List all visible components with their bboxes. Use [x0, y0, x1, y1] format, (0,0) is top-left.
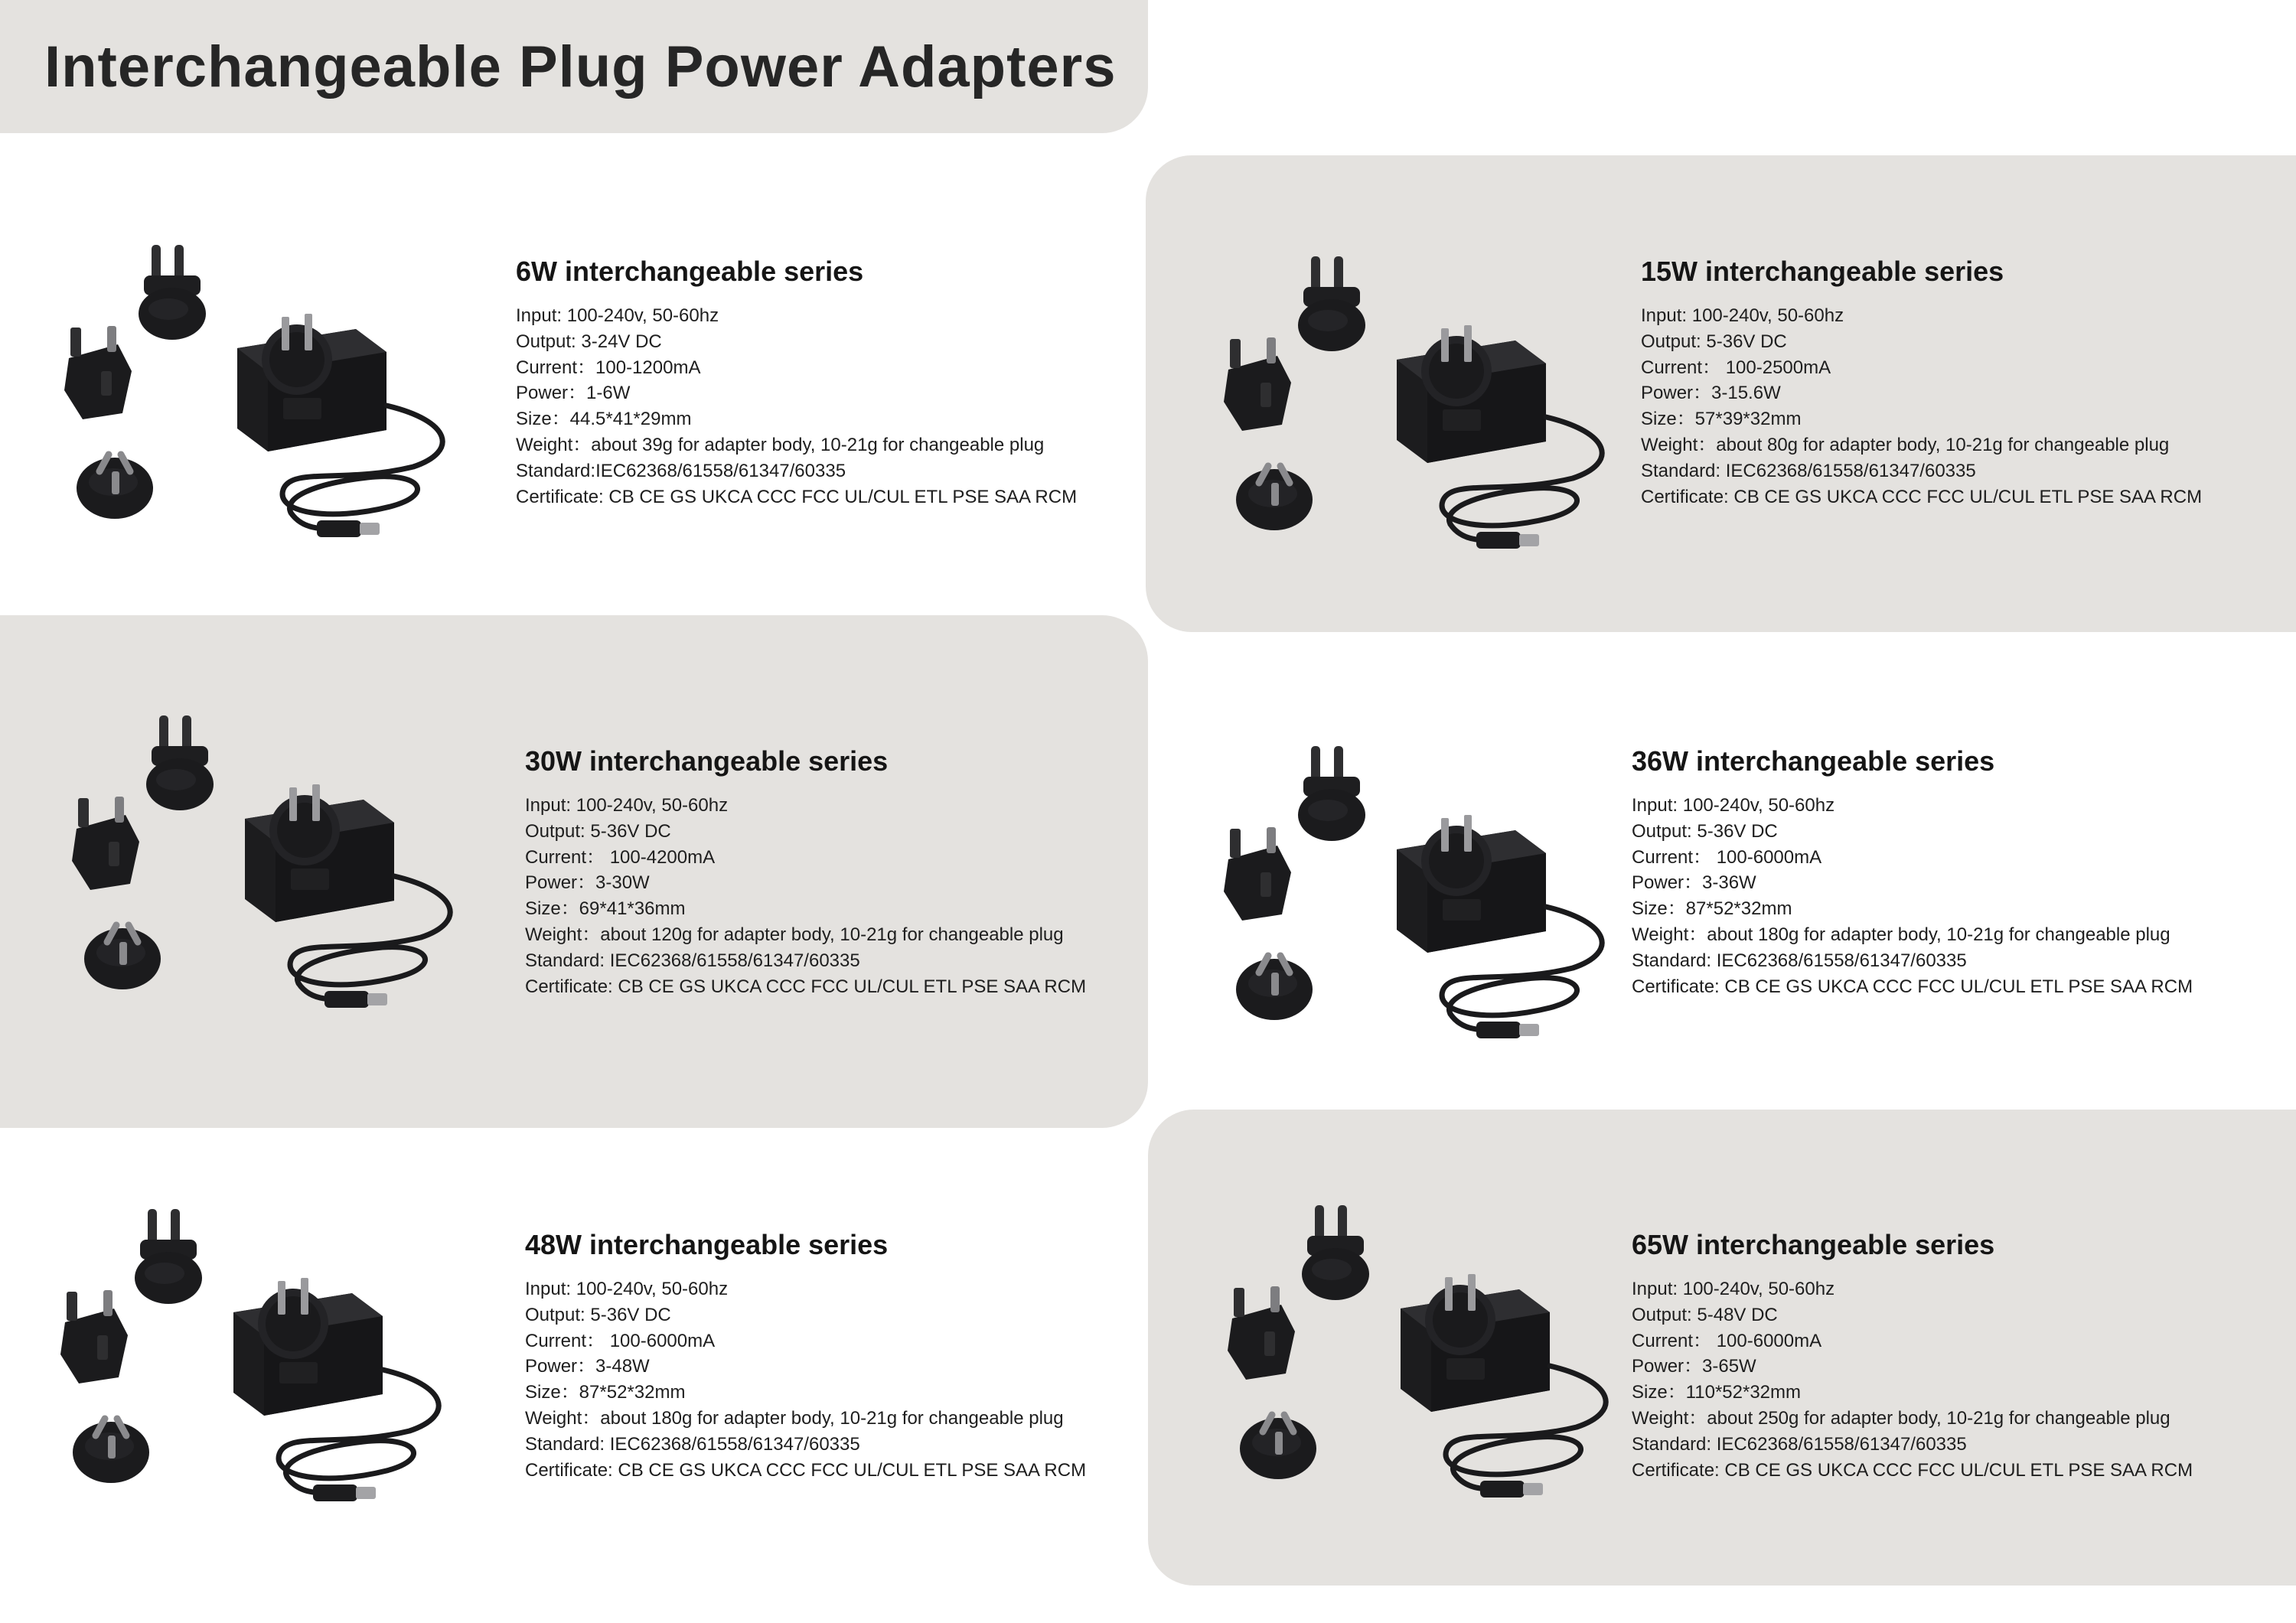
spec-current: Current：100-1200mA: [516, 357, 701, 378]
product-48w: [525, 1229, 1137, 1483]
spec-power: Power：3-36W: [1632, 872, 1756, 894]
spec-current: Current： 100-6000mA: [525, 1330, 716, 1351]
spec-certificate: Certificate: CB CE GS UKCA CCC FCC UL/CUL ETL PSE SAA RCM: [525, 1459, 1087, 1481]
spec-output: Output: 5-36V DC: [525, 1304, 671, 1325]
spec-standard: Standard: IEC62368/61558/61347/60335: [525, 950, 860, 971]
spec-input: Input: 100-240v, 50-60hz: [1632, 795, 1835, 816]
spec-current: Current： 100-2500mA: [1641, 357, 1831, 378]
series-title-65w: 65W interchangeable series: [1632, 1229, 1995, 1260]
spec-size: Size：87*52*32mm: [525, 1382, 686, 1403]
spec-weight: Weight：about 250g for adapter body, 10-21g for changeable plug: [1632, 1407, 2170, 1429]
spec-power: Power：3-30W: [525, 872, 650, 894]
spec-weight: Weight：about 80g for adapter body, 10-21g for changeable plug: [1641, 434, 2170, 455]
spec-certificate: Certificate: CB CE GS UKCA CCC FCC UL/CUL ETL PSE SAA RCM: [525, 976, 1087, 997]
spec-weight: Weight：about 39g for adapter body, 10-21g for changeable plug: [516, 434, 1045, 455]
spec-weight: Weight：about 180g for adapter body, 10-21g for changeable plug: [525, 1407, 1064, 1429]
adapter-65w-image: [1217, 1198, 1615, 1504]
spec-input: Input: 100-240v, 50-60hz: [1632, 1279, 1835, 1299]
adapter-6w-image: [54, 237, 452, 543]
spec-weight: Weight：about 120g for adapter body, 10-21g for changeable plug: [525, 924, 1064, 945]
spec-output: Output: 5-36V DC: [1632, 820, 1778, 842]
spec-power: Power：3-48W: [525, 1356, 650, 1377]
spec-certificate: Certificate: CB CE GS UKCA CCC FCC UL/CUL ETL PSE SAA RCM: [1641, 486, 2203, 507]
spec-power: Power：1-6W: [516, 383, 631, 404]
product-30w: [525, 745, 1137, 999]
spec-standard: Standard:IEC62368/61558/61347/60335: [516, 460, 846, 481]
spec-standard: Standard: IEC62368/61558/61347/60335: [1641, 460, 1976, 481]
product-6w: [516, 256, 1128, 510]
spec-standard: Standard: IEC62368/61558/61347/60335: [525, 1433, 860, 1455]
spec-power: Power：3-15.6W: [1641, 383, 1781, 404]
spec-size: Size：110*52*32mm: [1632, 1382, 1802, 1403]
spec-standard: Standard: IEC62368/61558/61347/60335: [1632, 1433, 1967, 1455]
spec-input: Input: 100-240v, 50-60hz: [525, 1279, 729, 1299]
spec-input: Input: 100-240v, 50-60hz: [516, 305, 719, 326]
spec-size: Size：87*52*32mm: [1632, 898, 1792, 920]
series-title-15w: 15W interchangeable series: [1641, 256, 2004, 287]
spec-input: Input: 100-240v, 50-60hz: [525, 795, 729, 816]
spec-size: Size：44.5*41*29mm: [516, 409, 692, 430]
series-title-36w: 36W interchangeable series: [1632, 745, 1995, 777]
spec-output: Output: 5-36V DC: [1641, 331, 1787, 352]
spec-size: Size：69*41*36mm: [525, 898, 686, 920]
spec-standard: Standard: IEC62368/61558/61347/60335: [1632, 950, 1967, 971]
spec-output: Output: 5-48V DC: [1632, 1304, 1778, 1325]
spec-certificate: Certificate: CB CE GS UKCA CCC FCC UL/CUL ETL PSE SAA RCM: [516, 486, 1078, 507]
adapter-30w-image: [61, 708, 459, 1014]
spec-current: Current： 100-6000mA: [1632, 846, 1822, 868]
page-title: Interchangeable Plug Power Adapters: [44, 34, 1117, 99]
spec-current: Current： 100-6000mA: [1632, 1330, 1822, 1351]
spec-output: Output: 3-24V DC: [516, 331, 662, 352]
series-title-6w: 6W interchangeable series: [516, 256, 864, 287]
spec-weight: Weight：about 180g for adapter body, 10-21g for changeable plug: [1632, 924, 2170, 945]
series-title-30w: 30W interchangeable series: [525, 745, 889, 777]
spec-size: Size：57*39*32mm: [1641, 409, 1802, 430]
product-36w: [1632, 745, 2244, 999]
adapter-48w-image: [50, 1201, 448, 1507]
spec-power: Power：3-65W: [1632, 1356, 1756, 1377]
spec-output: Output: 5-36V DC: [525, 820, 671, 842]
series-title-48w: 48W interchangeable series: [525, 1229, 889, 1260]
spec-input: Input: 100-240v, 50-60hz: [1641, 305, 1844, 326]
spec-certificate: Certificate: CB CE GS UKCA CCC FCC UL/CUL ETL PSE SAA RCM: [1632, 1459, 2193, 1481]
product-65w: [1632, 1229, 2244, 1483]
adapter-36w-image: [1213, 738, 1611, 1045]
adapter-15w-image: [1213, 249, 1611, 555]
product-15w: [1641, 256, 2253, 510]
spec-current: Current： 100-4200mA: [525, 846, 716, 868]
spec-certificate: Certificate: CB CE GS UKCA CCC FCC UL/CUL ETL PSE SAA RCM: [1632, 976, 2193, 997]
